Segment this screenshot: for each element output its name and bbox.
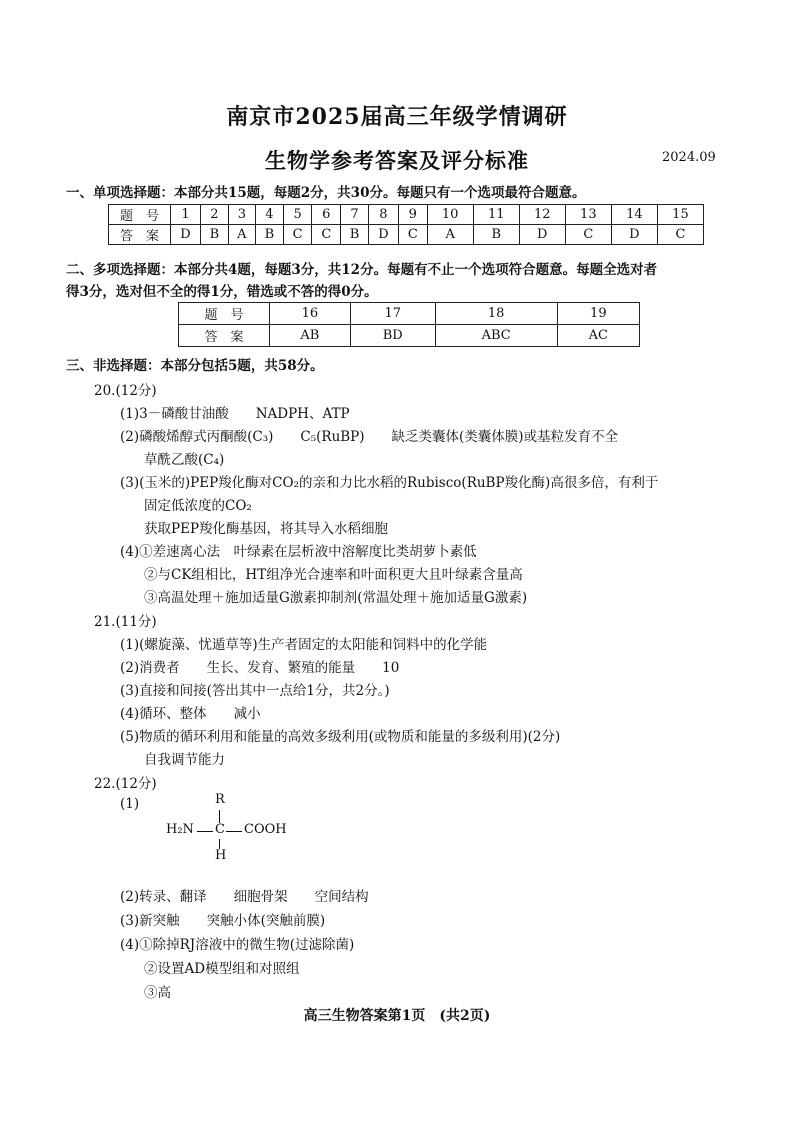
table-cell: 19 [557,303,639,325]
table-cell: 15 [657,205,703,225]
table-cell: 14 [611,205,657,225]
answer-line: 获取PEP羧化酶基因，将其导入水稻细胞 [144,521,389,537]
section1-heading: 一、单项选择题：本部分共15题，每题2分，共30分。每题只有一个选项最符合题意。 [66,185,586,201]
table-cell: C [283,225,312,245]
answer-line: 固定低浓度的CO₂ [144,498,252,514]
row-label: 答 案 [109,225,171,245]
answer-line: (5)物质的循环利用和能量的高效多级利用(或物质和能量的多级利用)(2分) [120,729,561,745]
answer-line: (1)(螺旋藻、忧遁草等)生产者固定的太阳能和饲料中的化学能 [120,637,488,653]
structure-hydrogen: H [215,848,227,863]
bond-line [226,831,242,832]
table-cell: D [611,225,657,245]
table-cell: C [565,225,611,245]
answer-line: ②设置AD模型组和对照组 [144,961,300,977]
answer-line: (2)磷酸烯醇式丙酮酸(C₃) C₅(RuBP) 缺乏类囊体(类囊体膜)或基粒发育不全 [120,429,619,445]
structure-carboxyl-group: COOH [244,822,287,837]
table-row [109,205,704,225]
table-cell: BD [350,325,435,347]
row-label: 题 号 [109,205,171,225]
table-cell: D [519,225,565,245]
table-cell: 10 [427,205,473,225]
table-cell: 4 [256,205,284,225]
structure-amino-group: H₂N [166,822,194,837]
answer-line: (2)消费者 生长、发育、繁殖的能量 10 [120,660,400,676]
answer-line: (2)转录、翻译 细胞骨架 空间结构 [120,889,369,905]
table-cell: 5 [283,205,312,225]
table-cell: C [312,225,341,245]
table-cell: 17 [350,303,435,325]
answer-line: (4)循环、整体 减小 [120,706,261,722]
structure-r-group: R [215,792,225,807]
answer-line: (4)①差速离心法 叶绿素在层析液中溶解度比类胡萝卜素低 [120,544,477,560]
answer-line: ③高温处理＋施加适量G激素抑制剂(常温处理＋施加适量G激素) [144,590,528,606]
table-cell: D [171,225,201,245]
table-cell: 7 [341,205,369,225]
table-cell: D [368,225,398,245]
table-cell: B [256,225,284,245]
section2-heading-line1: 二、多项选择题：本部分共4题，每题3分，共12分。每题有不止一个选项符合题意。每题全选对者 [66,262,658,278]
table-row [109,225,704,245]
table-cell: 2 [201,205,229,225]
row-label: 题 号 [179,303,270,325]
table-cell: A [427,225,473,245]
answer-line: (4)①除掉RJ溶液中的微生物(过滤除菌) [120,937,355,953]
amino-acid-structure [160,790,300,865]
q20-label: 20.(12分) [94,383,157,399]
q22-item1-label: (1) [120,796,140,812]
table-cell: A [228,225,255,245]
table-cell: 18 [435,303,557,325]
table-cell: 11 [473,205,519,225]
answer-line: (3)新突触 突触小体(突触前膜) [120,913,326,929]
table-cell: C [398,225,427,245]
answer-line: (3)(玉米的)PEP羧化酶对CO₂的亲和力比水稻的Rubisco(RuBP羧化酶)高很多倍，有利于 [120,475,659,491]
table-cell: 3 [228,205,255,225]
page-subtitle: 生物学参考答案及评分标准 [265,148,529,173]
table-cell: 13 [565,205,611,225]
section2-answer-table [178,302,640,347]
table-cell: 16 [270,303,351,325]
table-row [179,303,640,325]
table-cell: 6 [312,205,341,225]
table-cell: 1 [171,205,201,225]
answer-line: ③高 [144,985,171,1001]
section1-answer-table [108,204,704,245]
answer-line: ②与CK组相比，HT组净光合速率和叶面积更大且叶绿素含量高 [144,567,523,583]
section3-heading: 三、非选择题：本部分包括5题，共58分。 [66,358,324,374]
table-cell: B [201,225,229,245]
page-footer: 高三生物答案第1页 (共2页) [303,1008,491,1024]
table-cell: C [657,225,703,245]
table-cell: 12 [519,205,565,225]
table-cell: B [473,225,519,245]
bond-line [197,831,213,832]
table-cell: 9 [398,205,427,225]
page-title: 南京市2025届高三年级学情调研 [226,104,568,130]
structure-alpha-carbon: C [215,822,225,837]
table-cell: AC [557,325,639,347]
table-cell: 8 [368,205,398,225]
table-cell: ABC [435,325,557,347]
date-label: 2024.09 [662,150,716,165]
answer-line: (3)直接和间接(答出其中一点给1分，共2分。) [120,683,390,699]
answer-line: 草酰乙酸(C₄) [144,452,225,468]
q21-label: 21.(11分) [94,614,157,630]
table-cell: AB [270,325,351,347]
section2-heading-line2: 得3分，选对但不全的得1分，错选或不答的得0分。 [66,284,378,300]
table-row [179,325,640,347]
row-label: 答 案 [179,325,270,347]
answer-line: 自我调节能力 [144,752,225,768]
answer-line: (1)3－磷酸甘油酸 NADPH、ATP [120,406,350,422]
table-cell: B [341,225,369,245]
q22-label: 22.(12分) [94,776,157,792]
